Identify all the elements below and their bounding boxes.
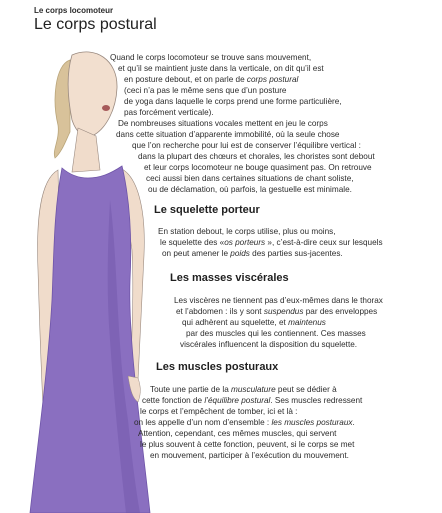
face-shape bbox=[68, 52, 117, 137]
muscles-line-4: on les appelle d’un nom d’ensemble : les muscles posturaux. bbox=[134, 418, 355, 427]
intro-line-7: De nombreuses situations vocales mettent en jeu le corps bbox=[118, 119, 328, 128]
intro-line-8: dans cette situation d’apparente immobilité, où la seule chose bbox=[116, 130, 340, 139]
muscles-line-6: le plus souvent à cette fonction, peuvent, si le corps se met bbox=[140, 440, 355, 449]
muscles-line-1: Toute une partie de la musculature peut se dédier à bbox=[150, 385, 337, 394]
muscles-line-5: Attention, cependant, ces mêmes muscles, qui servent bbox=[138, 429, 337, 438]
squelette-line-2: le squelette des «os porteurs », c’est-à-dire ceux sur lesquels bbox=[160, 238, 383, 247]
masses-line-1: Les viscères ne tiennent pas d’eux-mêmes dans le thorax bbox=[174, 296, 383, 305]
muscles-line-7: en mouvement, participer à l’exécution du mouvement. bbox=[150, 451, 349, 460]
intro-line-5: de yoga dans laquelle le corps prend une forme particulière, bbox=[124, 97, 342, 106]
masses-line-2: et l’abdomen : ils y sont suspendus par des enveloppes bbox=[176, 307, 378, 316]
neck-shape bbox=[72, 128, 100, 172]
intro-line-4: (ceci n’a pas le même sens que d’un posture bbox=[124, 86, 287, 95]
muscles-line-3: le corps et l’empêchent de tomber, ici et là : bbox=[140, 407, 298, 416]
hair-shape bbox=[54, 60, 70, 158]
intro-line-1: Quand le corps locomoteur se trouve sans mouvement, bbox=[110, 53, 312, 62]
masses-line-5: viscérales influencent la disposition du squelette. bbox=[180, 340, 358, 349]
section-heading-squelette: Le squelette porteur bbox=[154, 204, 260, 216]
masses-line-4: par des muscles qui les contiennent. Ces masses bbox=[186, 329, 366, 338]
intro-line-6: pas forcément verticale). bbox=[124, 108, 214, 117]
intro-line-9: que l’on recherche pour lui est de conserver l’équilibre vertical : bbox=[132, 141, 361, 150]
section-heading-muscles: Les muscles posturaux bbox=[156, 361, 279, 373]
intro-line-11: et leur corps locomoteur ne bouge quasiment pas. On retrouve bbox=[144, 163, 372, 172]
intro-line-3: en posture debout, et on parle de corps postural bbox=[124, 75, 299, 84]
muscles-line-2: cette fonction de l’équilibre postural. Ses muscles redressent bbox=[142, 396, 363, 405]
intro-line-10: dans la plupart des chœurs et chorales, les choristes sont debout bbox=[138, 152, 375, 161]
intro-line-12: ceci aussi bien dans certaines situations de chant soliste, bbox=[146, 174, 354, 183]
intro-line-2: et qu’il se maintient juste dans la verticale, on dit qu’il est bbox=[118, 64, 324, 73]
squelette-line-1: En station debout, le corps utilise, plus ou moins, bbox=[158, 227, 336, 236]
section-kicker: Le corps locomoteur bbox=[34, 6, 114, 15]
section-heading-masses: Les masses viscérales bbox=[170, 272, 289, 284]
masses-line-3: qui adhèrent au squelette, et maintenus bbox=[182, 318, 326, 327]
mouth-shape bbox=[102, 105, 110, 111]
squelette-line-3: on peut amener le poids des parties sus-jacentes. bbox=[162, 249, 343, 258]
intro-line-13: ou de déclamation, où parfois, la gestuelle est minimale. bbox=[148, 185, 352, 194]
page-title: Le corps postural bbox=[34, 16, 157, 33]
